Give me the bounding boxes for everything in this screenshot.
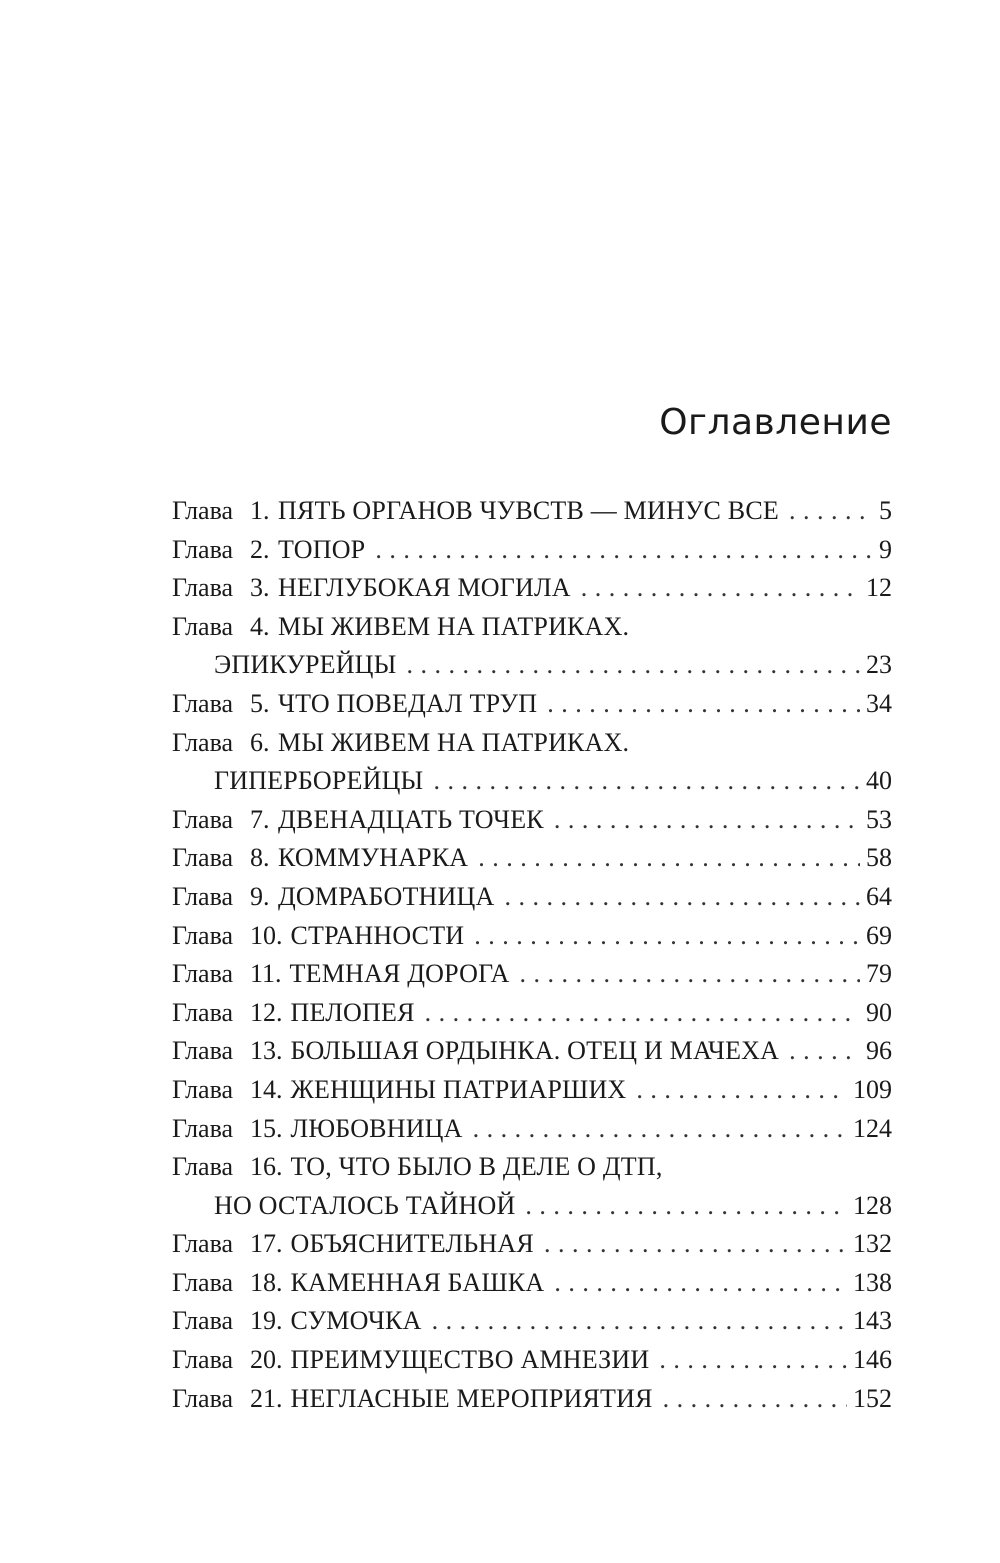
page-number: 12 [866,573,892,603]
chapter-title: ТЕМНАЯ ДОРОГА [289,959,510,989]
page-number: 40 [866,766,892,796]
chapter-number: 14. [250,1074,283,1104]
page-number: 64 [866,881,892,911]
page-number: 9 [879,534,892,564]
page-number: 5 [879,496,892,525]
chapter-word: Глава [172,959,234,989]
chapter-number: 17. [250,1229,283,1259]
chapter-word: Глава [172,881,234,911]
toc-entry [172,1302,892,1341]
chapter-title: МЫ ЖИВЕМ НА ПАТРИКАХ. [278,727,630,757]
leader-dots [375,531,873,570]
page-number: 128 [853,1190,892,1220]
toc-entry [172,531,892,570]
chapter-number: 13. [250,1036,283,1066]
chapter-word: Глава [172,1229,234,1259]
leader-dots [478,839,860,878]
toc-entry [172,1110,892,1149]
chapter-word: Глава [172,688,234,718]
page-number: 34 [866,688,892,718]
chapter-number: 20. [250,1345,283,1375]
chapter-title: ПРЕИМУЩЕСТВО АМНЕЗИИ [290,1345,650,1375]
chapter-number: 6. [250,727,270,757]
toc-entry [172,608,892,647]
chapter-word: Глава [172,843,234,873]
chapter-number: 10. [250,920,283,950]
chapter-number: 5. [250,688,270,718]
toc-entry [172,685,892,724]
toc-entry-continuation [172,1187,892,1226]
chapter-number: 9. [250,881,270,911]
chapter-word: Глава [172,1383,234,1413]
toc-entry [172,917,892,956]
toc-heading: Оглавление [659,402,892,443]
toc-entry [172,724,892,763]
chapter-word: Глава [172,611,234,641]
table-of-contents [172,492,892,1418]
chapter-number: 18. [250,1267,283,1297]
toc-entry-continuation [172,646,892,685]
chapter-number: 11. [250,959,282,989]
leader-dots [581,569,860,608]
page-number: 152 [853,1383,892,1413]
chapter-number: 1. [250,496,270,525]
chapter-title: ЛЮБОВНИЦА [290,1113,463,1143]
chapter-title: ЖЕНЩИНЫ ПАТРИАРШИХ [290,1074,627,1104]
toc-entry [172,801,892,840]
leader-dots [519,955,860,994]
page-number: 69 [866,920,892,950]
chapter-title: ДОМРАБОТНИЦА [278,881,495,911]
toc-entry [172,1225,892,1264]
page-number: 79 [866,959,892,989]
chapter-word: Глава [172,804,234,834]
page-number: 23 [866,650,892,680]
page-number: 146 [853,1345,892,1375]
chapter-word: Глава [172,534,234,564]
toc-entry [172,1071,892,1110]
chapter-word: Глава [172,727,234,757]
chapter-word: Глава [172,1036,234,1066]
toc-entry [172,994,892,1033]
page-number: 58 [866,843,892,873]
leader-dots [432,1302,847,1341]
page-number: 96 [866,1036,892,1066]
leader-dots [554,1264,847,1303]
toc-entry [172,1032,892,1071]
chapter-title: КОММУНАРКА [278,843,469,873]
chapter-number: 2. [250,534,270,564]
chapter-number: 3. [250,573,270,603]
chapter-title: БОЛЬШАЯ ОРДЫНКА. ОТЕЦ И МАЧЕХА [290,1036,780,1066]
chapter-title: ЧТО ПОВЕДАЛ ТРУП [278,688,538,718]
toc-entry [172,878,892,917]
chapter-number: 4. [250,611,270,641]
page-number: 109 [853,1074,892,1104]
leader-dots [547,685,860,724]
chapter-title: ОБЪЯСНИТЕЛЬНАЯ [290,1229,534,1259]
toc-entry [172,1380,892,1419]
chapter-word: Глава [172,573,234,603]
chapter-title: МЫ ЖИВЕМ НА ПАТРИКАХ. [278,611,630,641]
toc-entry [172,1341,892,1380]
chapter-title: СТРАННОСТИ [290,920,465,950]
chapter-word: Глава [172,1306,234,1336]
chapter-title: ПЯТЬ ОРГАНОВ ЧУВСТВ — МИНУС ВСЕ [278,496,779,525]
leader-dots [789,492,873,531]
chapter-title: ДВЕНАДЦАТЬ ТОЧЕК [278,804,544,834]
chapter-number: 8. [250,843,270,873]
chapter-number: 15. [250,1113,283,1143]
page-number: 143 [853,1306,892,1336]
leader-dots [636,1071,847,1110]
chapter-number: 7. [250,804,270,834]
leader-dots [425,994,860,1033]
chapter-word: Глава [172,1267,234,1297]
chapter-number: 21. [250,1383,283,1413]
toc-entry [172,569,892,608]
leader-dots [525,1187,847,1226]
page-number: 124 [853,1113,892,1143]
chapter-title: КАМЕННАЯ БАШКА [290,1267,545,1297]
chapter-word: Глава [172,920,234,950]
toc-entry-continuation [172,762,892,801]
chapter-title-continuation: ЭПИКУРЕЙЦЫ [214,650,397,680]
chapter-title: НЕГЛАСНЫЕ МЕРОПРИЯТИЯ [290,1383,653,1413]
leader-dots [433,762,860,801]
toc-entry [172,955,892,994]
toc-entry [172,1264,892,1303]
chapter-title-continuation: НО ОСТАЛОСЬ ТАЙНОЙ [214,1190,516,1220]
leader-dots [659,1341,847,1380]
leader-dots [789,1032,860,1071]
chapter-word: Глава [172,1152,234,1182]
page-number: 132 [853,1229,892,1259]
toc-entry [172,492,892,531]
chapter-title-continuation: ГИПЕРБОРЕЙЦЫ [214,766,424,796]
chapter-title: НЕГЛУБОКАЯ МОГИЛА [278,573,571,603]
leader-dots [473,1110,847,1149]
chapter-title: ПЕЛОПЕЯ [290,997,415,1027]
leader-dots [407,646,860,685]
leader-dots [663,1380,847,1419]
chapter-word: Глава [172,1345,234,1375]
leader-dots [554,801,860,840]
chapter-title: СУМОЧКА [290,1306,422,1336]
chapter-word: Глава [172,1074,234,1104]
leader-dots [474,917,860,956]
chapter-word: Глава [172,997,234,1027]
leader-dots [544,1225,847,1264]
toc-entry [172,839,892,878]
chapter-word: Глава [172,496,234,525]
page-number: 138 [853,1267,892,1297]
toc-entry [172,1148,892,1187]
chapter-title: ТОПОР [278,534,366,564]
leader-dots [504,878,860,917]
page-number: 53 [866,804,892,834]
chapter-word: Глава [172,1113,234,1143]
chapter-number: 12. [250,997,283,1027]
chapter-number: 19. [250,1306,283,1336]
chapter-number: 16. [250,1152,283,1182]
chapter-title: ТО, ЧТО БЫЛО В ДЕЛЕ О ДТП, [290,1152,663,1182]
page-number: 90 [866,997,892,1027]
